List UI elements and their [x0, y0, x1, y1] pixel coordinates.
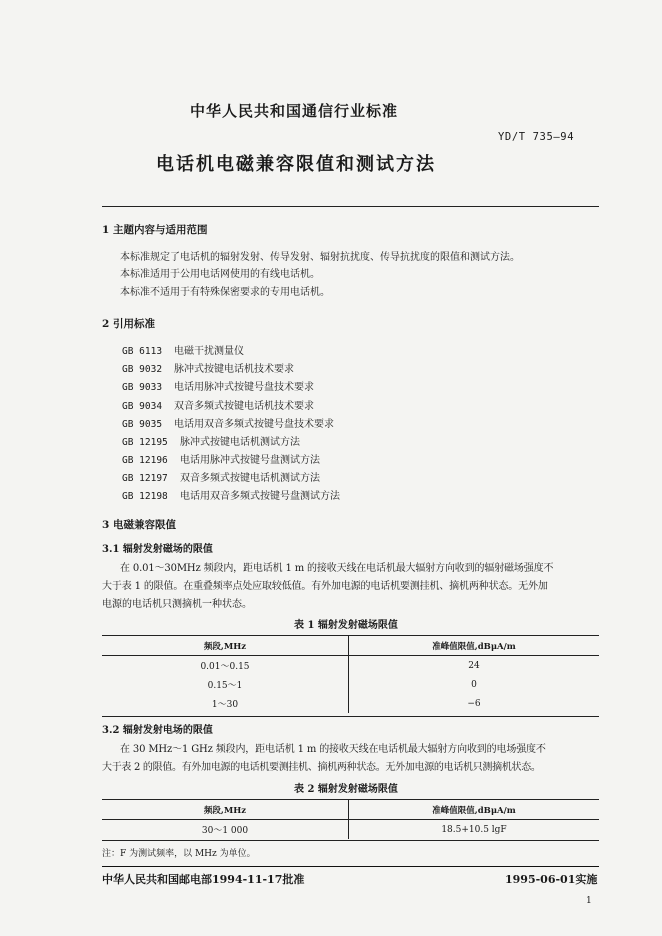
table-1-bottom-rule: [102, 716, 599, 717]
subsection-3-2-line-1: 在 30 MHz～1 GHz 频段内，距电话机 1 m 的接收天线在电话机最大辐射方向收到的电场强度不: [120, 744, 546, 755]
reference-item: [122, 397, 314, 412]
reference-number: GB 12197: [122, 473, 168, 484]
section-1-paragraph-3: 本标准不适用于有特殊保密要求的专用电话机。: [120, 287, 330, 298]
subsection-3-2-heading: 3.2 辐射发射电场的限值: [102, 725, 213, 736]
table-note: 注：F 为测试频率，以 MHz 为单位。: [102, 849, 256, 859]
page-number: 1: [586, 896, 592, 906]
standard-code: YD/T 735—94: [498, 131, 575, 143]
column-header-band: 频段,MHz: [102, 800, 349, 820]
reference-item: [122, 469, 320, 484]
reference-item: [122, 487, 340, 502]
reference-title: 脉冲式按键电话机测试方法: [180, 437, 300, 448]
table-2-bottom-rule: [102, 840, 599, 841]
reference-number: GB 12195: [122, 437, 168, 448]
cell-band: 0.15～1: [102, 675, 349, 694]
subsection-3-1-line-1: 在 0.01～30MHz 频段内，距电话机 1 m 的接收天线在电话机最大辐射方向收到的辐射磁场强度不: [120, 563, 554, 574]
table-2-caption: 表 2 辐射发射磁场限值: [294, 784, 398, 795]
section-1-heading: 1 主题内容与适用范围: [102, 224, 208, 236]
table-1: [102, 636, 599, 713]
title-divider: [102, 206, 599, 207]
table-header-row: [102, 800, 599, 820]
cell-band: 0.01～0.15: [102, 656, 349, 676]
cell-limit: 24: [468, 660, 480, 671]
section-2-heading: 2 引用标准: [102, 318, 155, 330]
reference-number: GB 9033: [122, 382, 163, 393]
reference-number: GB 9035: [122, 419, 163, 430]
effective-date: 1995-06-01实施: [505, 873, 598, 886]
table-row: [102, 694, 599, 713]
cell-limit: 0: [471, 679, 477, 690]
column-header-limit: 准峰值限值,dBμA/m: [349, 800, 600, 820]
reference-number: GB 9032: [122, 364, 163, 375]
table-row: [102, 675, 599, 694]
approval-date: 中华人民共和国邮电部1994-11-17批准: [102, 873, 305, 886]
reference-title: 电话用脉冲式按键号盘测试方法: [180, 455, 320, 466]
issuing-organization: 中华人民共和国通信行业标准: [190, 102, 399, 120]
reference-title: 双音多频式按键电话机测试方法: [180, 473, 320, 484]
column-header-limit: 准峰值限值,dBμA/m: [349, 636, 600, 656]
reference-item: [122, 451, 320, 466]
reference-item: [122, 342, 244, 357]
reference-title: 双音多频式按键电话机技术要求: [174, 401, 314, 412]
section-1-paragraph-2: 本标准适用于公用电话网使用的有线电话机。: [120, 269, 320, 280]
cell-band: 30～1 000: [102, 820, 349, 840]
reference-item: [122, 360, 294, 375]
table-row: [102, 820, 599, 840]
reference-number: GB 12196: [122, 455, 168, 466]
document-title: 电话机电磁兼容限值和测试方法: [156, 154, 436, 175]
reference-title: 电话用脉冲式按键号盘技术要求: [174, 382, 314, 393]
reference-item: [122, 433, 300, 448]
cell-band: 1～30: [102, 694, 349, 713]
reference-title: 脉冲式按键电话机技术要求: [174, 364, 294, 375]
reference-number: GB 6113: [122, 346, 163, 357]
table-row: [102, 656, 599, 676]
cell-limit: −6: [467, 698, 481, 709]
subsection-3-2-line-2: 大于表 2 的限值。有外加电源的电话机要测挂机、摘机两种状态。无外加电源的电话机只测摘机状态。: [102, 762, 541, 773]
cell-limit: 18.5+10.5 lgF: [441, 824, 507, 835]
reference-title: 电磁干扰测量仪: [174, 346, 244, 357]
footer-divider: [102, 866, 599, 867]
section-3-heading: 3 电磁兼容限值: [102, 519, 176, 531]
table-2: [102, 800, 599, 839]
table-1-caption: 表 1 辐射发射磁场限值: [294, 620, 398, 631]
section-1-paragraph-1: 本标准规定了电话机的辐射发射、传导发射、辐射抗扰度、传导抗扰度的限值和测试方法。: [120, 252, 520, 263]
reference-title: 电话用双音多频式按键号盘测试方法: [180, 491, 340, 502]
reference-item: [122, 378, 314, 393]
subsection-3-1-line-3: 电源的电话机只测摘机一种状态。: [102, 599, 252, 610]
subsection-3-1-line-2: 大于表 1 的限值。在重叠频率点处应取较低值。有外加电源的电话机要测挂机、摘机两种状态。无外加: [102, 581, 548, 592]
table-header-row: [102, 636, 599, 656]
reference-item: [122, 415, 334, 430]
column-header-band: 频段,MHz: [102, 636, 349, 656]
reference-title: 电话用双音多频式按键号盘技术要求: [174, 419, 334, 430]
reference-number: GB 12198: [122, 491, 168, 502]
reference-number: GB 9034: [122, 401, 163, 412]
subsection-3-1-heading: 3.1 辐射发射磁场的限值: [102, 544, 213, 555]
